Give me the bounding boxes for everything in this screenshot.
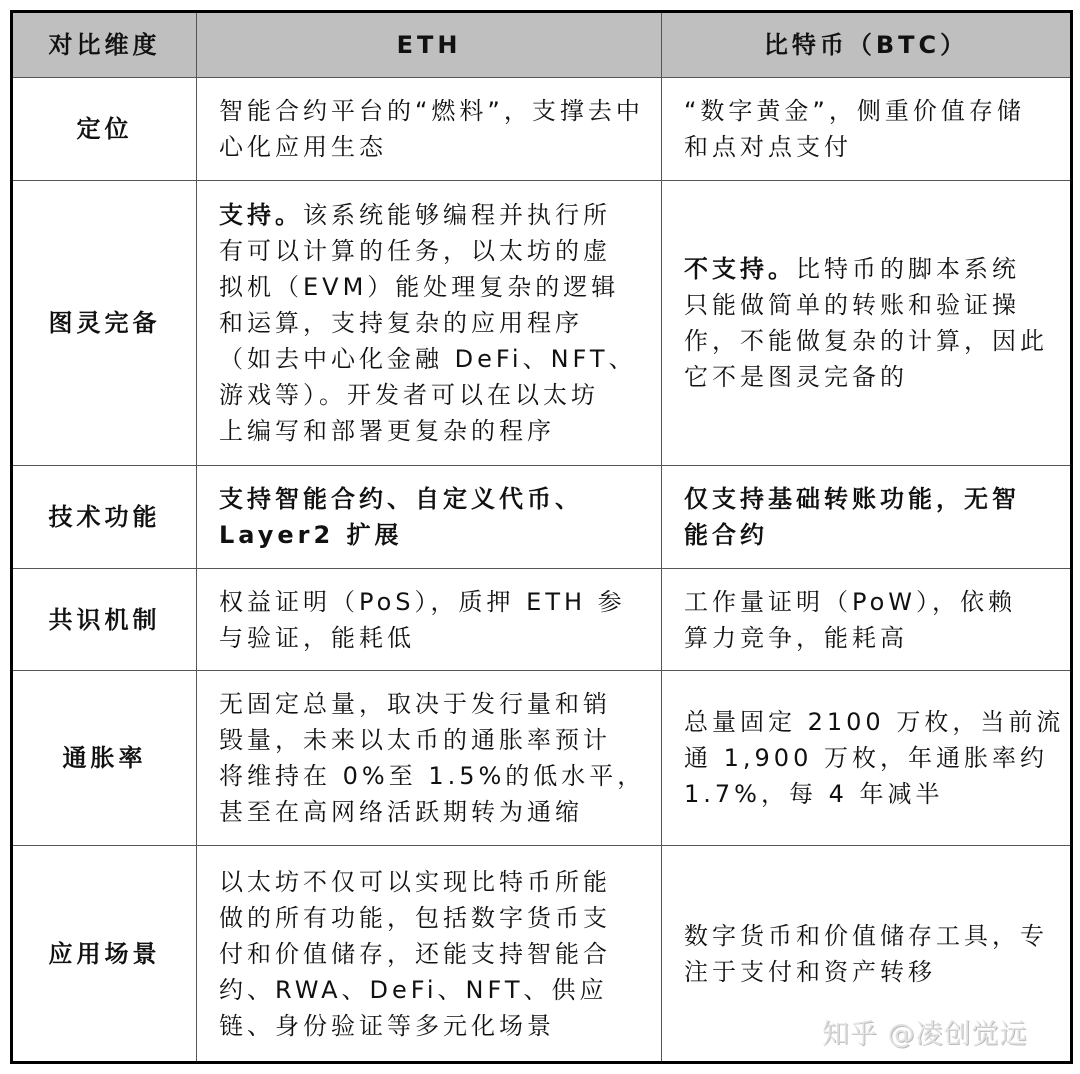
cell-line: [219, 93, 661, 129]
header-row: [12, 12, 1072, 78]
eth-cell: [197, 569, 662, 671]
text: 权益证明（PoS），质押 ETH 参: [219, 587, 626, 616]
cell-line: [219, 341, 661, 377]
dimension-cell: 定位: [12, 78, 197, 181]
bold-text: Layer2 扩展: [219, 521, 403, 549]
text: 游戏等）。开发者可以在以太坊: [219, 381, 599, 409]
cell-line: [219, 584, 661, 620]
cell-line: [219, 722, 661, 758]
bold-text: 仅支持基础转账功能，无智: [684, 485, 1020, 513]
cell-line: [684, 323, 1070, 359]
table-row: [12, 569, 1072, 671]
text: （如去中心化金融 DeFi、NFT、: [219, 345, 637, 373]
bold-text: 支持智能合约、自定义代币、: [219, 485, 583, 513]
cell-line: [219, 864, 661, 900]
text: 注于支付和资产转移: [684, 957, 936, 986]
text: 智能合约平台的“燃料”，支撑去中: [219, 97, 644, 125]
cell-line: [219, 686, 661, 722]
header-dimension: 对比维度: [12, 12, 197, 78]
text: 工作量证明（PoW），依赖: [684, 587, 1017, 616]
cell-line: [684, 359, 1070, 395]
text: 通 1,900 万枚，年通胀率约: [684, 744, 1048, 772]
cell-line: [684, 129, 1070, 165]
text: 毁量，未来以太币的通胀率预计: [219, 726, 611, 754]
text: 拟机（EVM）能处理复杂的逻辑: [219, 273, 620, 301]
cell-line: [684, 740, 1070, 776]
cell-line: [219, 233, 661, 269]
text: 约、RWA、DeFi、NFT、供应: [219, 975, 608, 1004]
text: 该系统能够编程并执行所: [303, 201, 611, 229]
cell-line: [684, 481, 1070, 517]
cell-line: [219, 620, 661, 656]
cell-line: [219, 758, 661, 794]
table-row: [12, 671, 1072, 846]
dimension-cell: 共识机制: [12, 569, 197, 671]
text: 上编写和部署更复杂的程序: [219, 417, 555, 445]
dimension-cell: 通胀率: [12, 671, 197, 846]
text: 将维持在 0%至 1.5%的低水平，: [219, 762, 646, 790]
text: 与验证，能耗低: [219, 623, 415, 652]
btc-cell: [662, 181, 1072, 466]
cell-line: [684, 918, 1070, 954]
dimension-cell: 图灵完备: [12, 181, 197, 466]
text: 无固定总量，取决于发行量和销: [219, 690, 611, 718]
cell-line: [684, 704, 1070, 740]
text: 只能做简单的转账和验证操: [684, 291, 1020, 319]
cell-line: [219, 305, 661, 341]
btc-cell: [662, 569, 1072, 671]
eth-cell: [197, 671, 662, 846]
text: 以太坊不仅可以实现比特币所能: [219, 867, 611, 896]
text: 算力竞争，能耗高: [684, 623, 908, 652]
cell-line: [684, 584, 1070, 620]
text: 心化应用生态: [219, 133, 387, 161]
btc-cell: [662, 671, 1072, 846]
text: 做的所有功能，包括数字货币支: [219, 903, 611, 932]
cell-line: [219, 972, 661, 1008]
text: 1.7%，每 4 年减半: [684, 780, 944, 808]
cell-line: [219, 900, 661, 936]
cell-line: [219, 197, 661, 233]
cell-line: [684, 620, 1070, 656]
btc-cell: [662, 78, 1072, 181]
eth-cell: [197, 181, 662, 466]
table-row: [12, 78, 1072, 181]
cell-line: [684, 251, 1070, 287]
btc-cell: [662, 466, 1072, 569]
cell-line: [684, 954, 1070, 990]
bold-text: 能合约: [684, 521, 768, 549]
eth-btc-comparison-table: [10, 10, 1073, 1064]
cell-line: [219, 1008, 661, 1044]
cell-line: [219, 269, 661, 305]
table-row: [12, 181, 1072, 466]
eth-cell: [197, 78, 662, 181]
bold-text: 支持。: [219, 201, 303, 229]
text: 它不是图灵完备的: [684, 363, 908, 391]
cell-line: [684, 517, 1070, 553]
cell-line: [219, 129, 661, 165]
text: 和运算，支持复杂的应用程序: [219, 309, 583, 337]
header-eth: ETH: [197, 12, 662, 78]
cell-line: [684, 287, 1070, 323]
text: 作，不能做复杂的计算，因此: [684, 327, 1048, 355]
eth-cell: [197, 846, 662, 1063]
cell-line: [684, 93, 1070, 129]
text: 链、身份验证等多元化场景: [219, 1011, 555, 1040]
cell-line: [219, 936, 661, 972]
dimension-cell: 应用场景: [12, 846, 197, 1063]
cell-line: [684, 776, 1070, 812]
text: “数字黄金”，侧重价值存储: [684, 97, 1025, 125]
text: 付和价值储存，还能支持智能合: [219, 939, 611, 968]
watermark: 知乎 @凌创觉远: [822, 1019, 1028, 1050]
header-btc: 比特币（BTC）: [662, 12, 1072, 78]
dimension-cell: 技术功能: [12, 466, 197, 569]
cell-line: [219, 481, 661, 517]
text: 比特币的脚本系统: [796, 255, 1020, 283]
text: 甚至在高网络活跃期转为通缩: [219, 798, 583, 826]
text: 有可以计算的任务，以太坊的虚: [219, 237, 611, 265]
table-row: [12, 466, 1072, 569]
cell-line: [219, 377, 661, 413]
cell-line: [219, 794, 661, 830]
cell-line: [219, 517, 661, 553]
bold-text: 不支持。: [684, 255, 796, 283]
text: 数字货币和价值储存工具，专: [684, 921, 1048, 950]
cell-line: [219, 413, 661, 449]
eth-cell: [197, 466, 662, 569]
text: 总量固定 2100 万枚，当前流: [684, 708, 1065, 736]
text: 和点对点支付: [684, 133, 852, 161]
